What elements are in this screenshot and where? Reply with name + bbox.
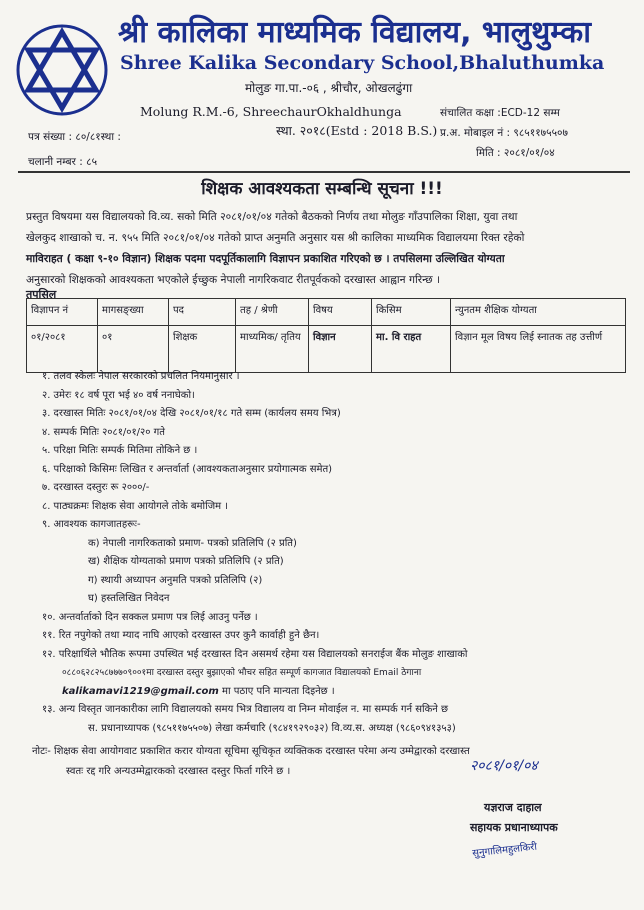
vacancy-table [26, 298, 626, 373]
table-header-cell: तह / श्रेणी [236, 299, 309, 326]
list-item: १२. परिक्षार्थिले भौतिक रूपमा उपस्थित भई दरखास्त दिन असमर्थ रहेमा यस विद्यालयको सनराईज बैंक मोलुङ शाखाको [42, 648, 468, 660]
header-divider [18, 171, 630, 173]
table-cell: शिक्षक [169, 326, 236, 373]
note-block [32, 742, 632, 782]
document-item: ख) शैक्षिक योग्यताको प्रमाण पत्रको प्रतिलिपि (२ प्रति) [88, 556, 284, 567]
notice-date: मिति : २०८१/०१/०४ [476, 147, 555, 159]
dispatch-number: चलानी नम्बर : ८५ [28, 156, 98, 168]
table-cell: ०१ [98, 326, 169, 373]
table-cell: माध्यमिक/ तृतिय [236, 326, 309, 373]
list-item: ११. रित नपुगेको तथा म्याद नाघि आएको दरखास्त उपर कुनै कार्वाही हुने छैन। [42, 630, 320, 641]
intro-line: खेलकुद शाखाको च. न. ९५५ मिति २०८१/०१/०४ गतेको प्राप्त अनुमति अनुसार यस श्री कालिका माध्यमिक विद्यालयमा रिक्त रहेको [26, 231, 525, 244]
list-item: १०. अन्तर्वार्ताको दिन सक्कल प्रमाण पत्र लिई आउनु पर्नेछ । [42, 611, 258, 623]
list-item: ८. पाठ्यक्रमः शिक्षक सेवा आयोगले तोके बमोजिम । [42, 500, 229, 512]
list-item: २. उमेरः १८ वर्ष पूरा भई ४० वर्ष ननाघेको। [42, 389, 195, 401]
table-cell: मा. वि राहत [372, 326, 451, 373]
notice-intro [26, 206, 626, 290]
classes-offered: संचालित कक्षा :ECD-12 सम्म [440, 107, 560, 119]
intro-line: प्रस्तुत विषयमा यस विद्यालयको वि.व्य. सको मिति २०८१/०१/०४ गतेको बैठकको निर्णय तथा मोलुङ गाँउपालिका शिक्षा, युवा तथा [26, 210, 518, 223]
table-cell: विज्ञान मूल विषय लिई स्नातक तह उत्तीर्ण [451, 326, 626, 373]
list-item: ६. परिक्षाको किसिमः लिखित र अन्तर्वार्ता (आवश्यकताअनुसार प्रयोगात्मक समेत) [42, 463, 333, 475]
table-cell: विज्ञान [309, 326, 372, 373]
list-item: ४. सम्पर्क मितिः २०८१/०१/२० गते [42, 426, 165, 438]
email-line [42, 683, 632, 702]
school-logo [12, 18, 112, 128]
establishment-year: स्था. २०१८(Estd : 2018 B.S.) [276, 123, 438, 138]
note-line: नोटः- शिक्षक सेवा आयोगवाट प्रकाशित करार योग्यता सूचिमा सूचिकृत व्यक्तिकक दरखास्त परेमा अन्य उम्मेद्वारको दरखास्त [32, 746, 470, 757]
headmaster-mobile: प्र.अ. मोबाइल नं : ९८५११७५५०७ [440, 127, 568, 139]
note-line: स्वतः रद्द गरि अन्यउम्मेद्वारकको दरखास्त दस्तुर फिर्ता गरिने छ । [66, 766, 291, 777]
email-suffix: मा पठाए पनि मान्यता दिइनेछ । [218, 685, 335, 697]
list-item: ७. दरखास्त दस्तुरः रू २०००/- [42, 482, 150, 493]
table-header-cell: न्युनतम शैक्षिक योग्यता [451, 299, 626, 326]
document-item: क) नेपाली नागरिकताको प्रमाण- पत्रको प्रतिलिपि (२ प्रति) [88, 537, 297, 549]
notice-title: शिक्षक आवश्यकता सम्बन्धि सूचना !!! [201, 179, 443, 199]
table-header-cell: मागसङ्ख्या [98, 299, 169, 326]
star-of-david-emblem-icon [12, 18, 112, 128]
list-item: ९. आवश्यक कागजातहरूः- [42, 519, 141, 530]
table-header-row [27, 299, 626, 326]
signature-date: २०८१/०१/०४ [470, 758, 538, 774]
list-item: ५. परिक्षा मितिः सम्पर्क मितिमा तोकिने छ । [42, 445, 198, 456]
table-header-cell: पद [169, 299, 236, 326]
school-name-nepali: श्री कालिका माध्यमिक विद्यालय, भालुथुम्का [118, 15, 591, 50]
intro-line: माविराहत ( कक्षा ९-१० विज्ञान) शिक्षक पदमा पदपूर्तिकालागि विज्ञापन प्रकाशित गरिएको छ । तपसिलमा उल्लिखित योग्यता [26, 252, 505, 265]
letter-number: पत्र संख्या : ८०/८१स्था : [28, 131, 121, 143]
address-nepali: मोलुङ गा.पा.-०६ , श्रीचौर, ओखलढुंगा [245, 81, 413, 95]
intro-line: अनुसारको शिक्षकको आवश्यकता भएकोले ईच्छुक नेपाली नागरिकवाट रीतपूर्वकको दरखास्त आह्वान गरिन्छ । [26, 273, 441, 286]
signatory-name: यज्ञराज दाहाल [484, 801, 542, 814]
table-cell: ०१/२०८१ [27, 326, 98, 373]
tapsil-label: तपसिल [26, 288, 57, 301]
table-header-cell: विषय [309, 299, 372, 326]
table-row [27, 326, 626, 373]
school-name-english: Shree Kalika Secondary School,Bhaluthumka [120, 52, 605, 74]
conditions-list [42, 368, 632, 738]
list-item: १३. अन्य विस्तृत जानकारीका लागि विद्यालयको समय भित्र विद्यालय वा निम्न मोवाईल न. मा सम्पर्क गर्न सकिने छ [42, 704, 449, 715]
table-header-cell: किसिम [372, 299, 451, 326]
contact-line: स. प्रधानाध्यापक (९८५११७५५०७) लेखा कर्मचारि (९८४१९२९०३२) वि.व्य.स. अध्यक्ष (९८६०९४१३५३) [88, 722, 456, 734]
signatory-stamp: सुनुगालिमहुलकिरी [471, 841, 538, 860]
list-item: १. तलव स्केलः नेपाल सरकारको प्रचलित नियमानुसार । [42, 371, 240, 382]
account-line: ०८८०६२८२५८७७७०९००१मा दरखास्त दस्तुर बुझाएको भौचर सहित सम्पूर्ण कागजात विद्यालयको Email ठेगाना [62, 668, 422, 678]
document-item: घ) हस्तलिखित निवेदन [88, 593, 170, 604]
school-email: kalikamavi1219@gmail.com [62, 685, 219, 697]
document-item: ग) स्थायी अध्यापन अनुमति पत्रको प्रतिलिपि (२) [88, 574, 263, 586]
signatory-role: सहायक प्रधानाध्यापक [470, 821, 558, 834]
list-item: ३. दरखास्त मितिः २०८१/०१/०४ देखि २०८१/०१/१८ गते सम्म (कार्यलय समय भित्र) [42, 408, 341, 419]
address-english: Molung R.M.-6, ShreechaurOkhaldhunga [140, 104, 402, 119]
table-header-cell: विज्ञापन नं [27, 299, 98, 326]
